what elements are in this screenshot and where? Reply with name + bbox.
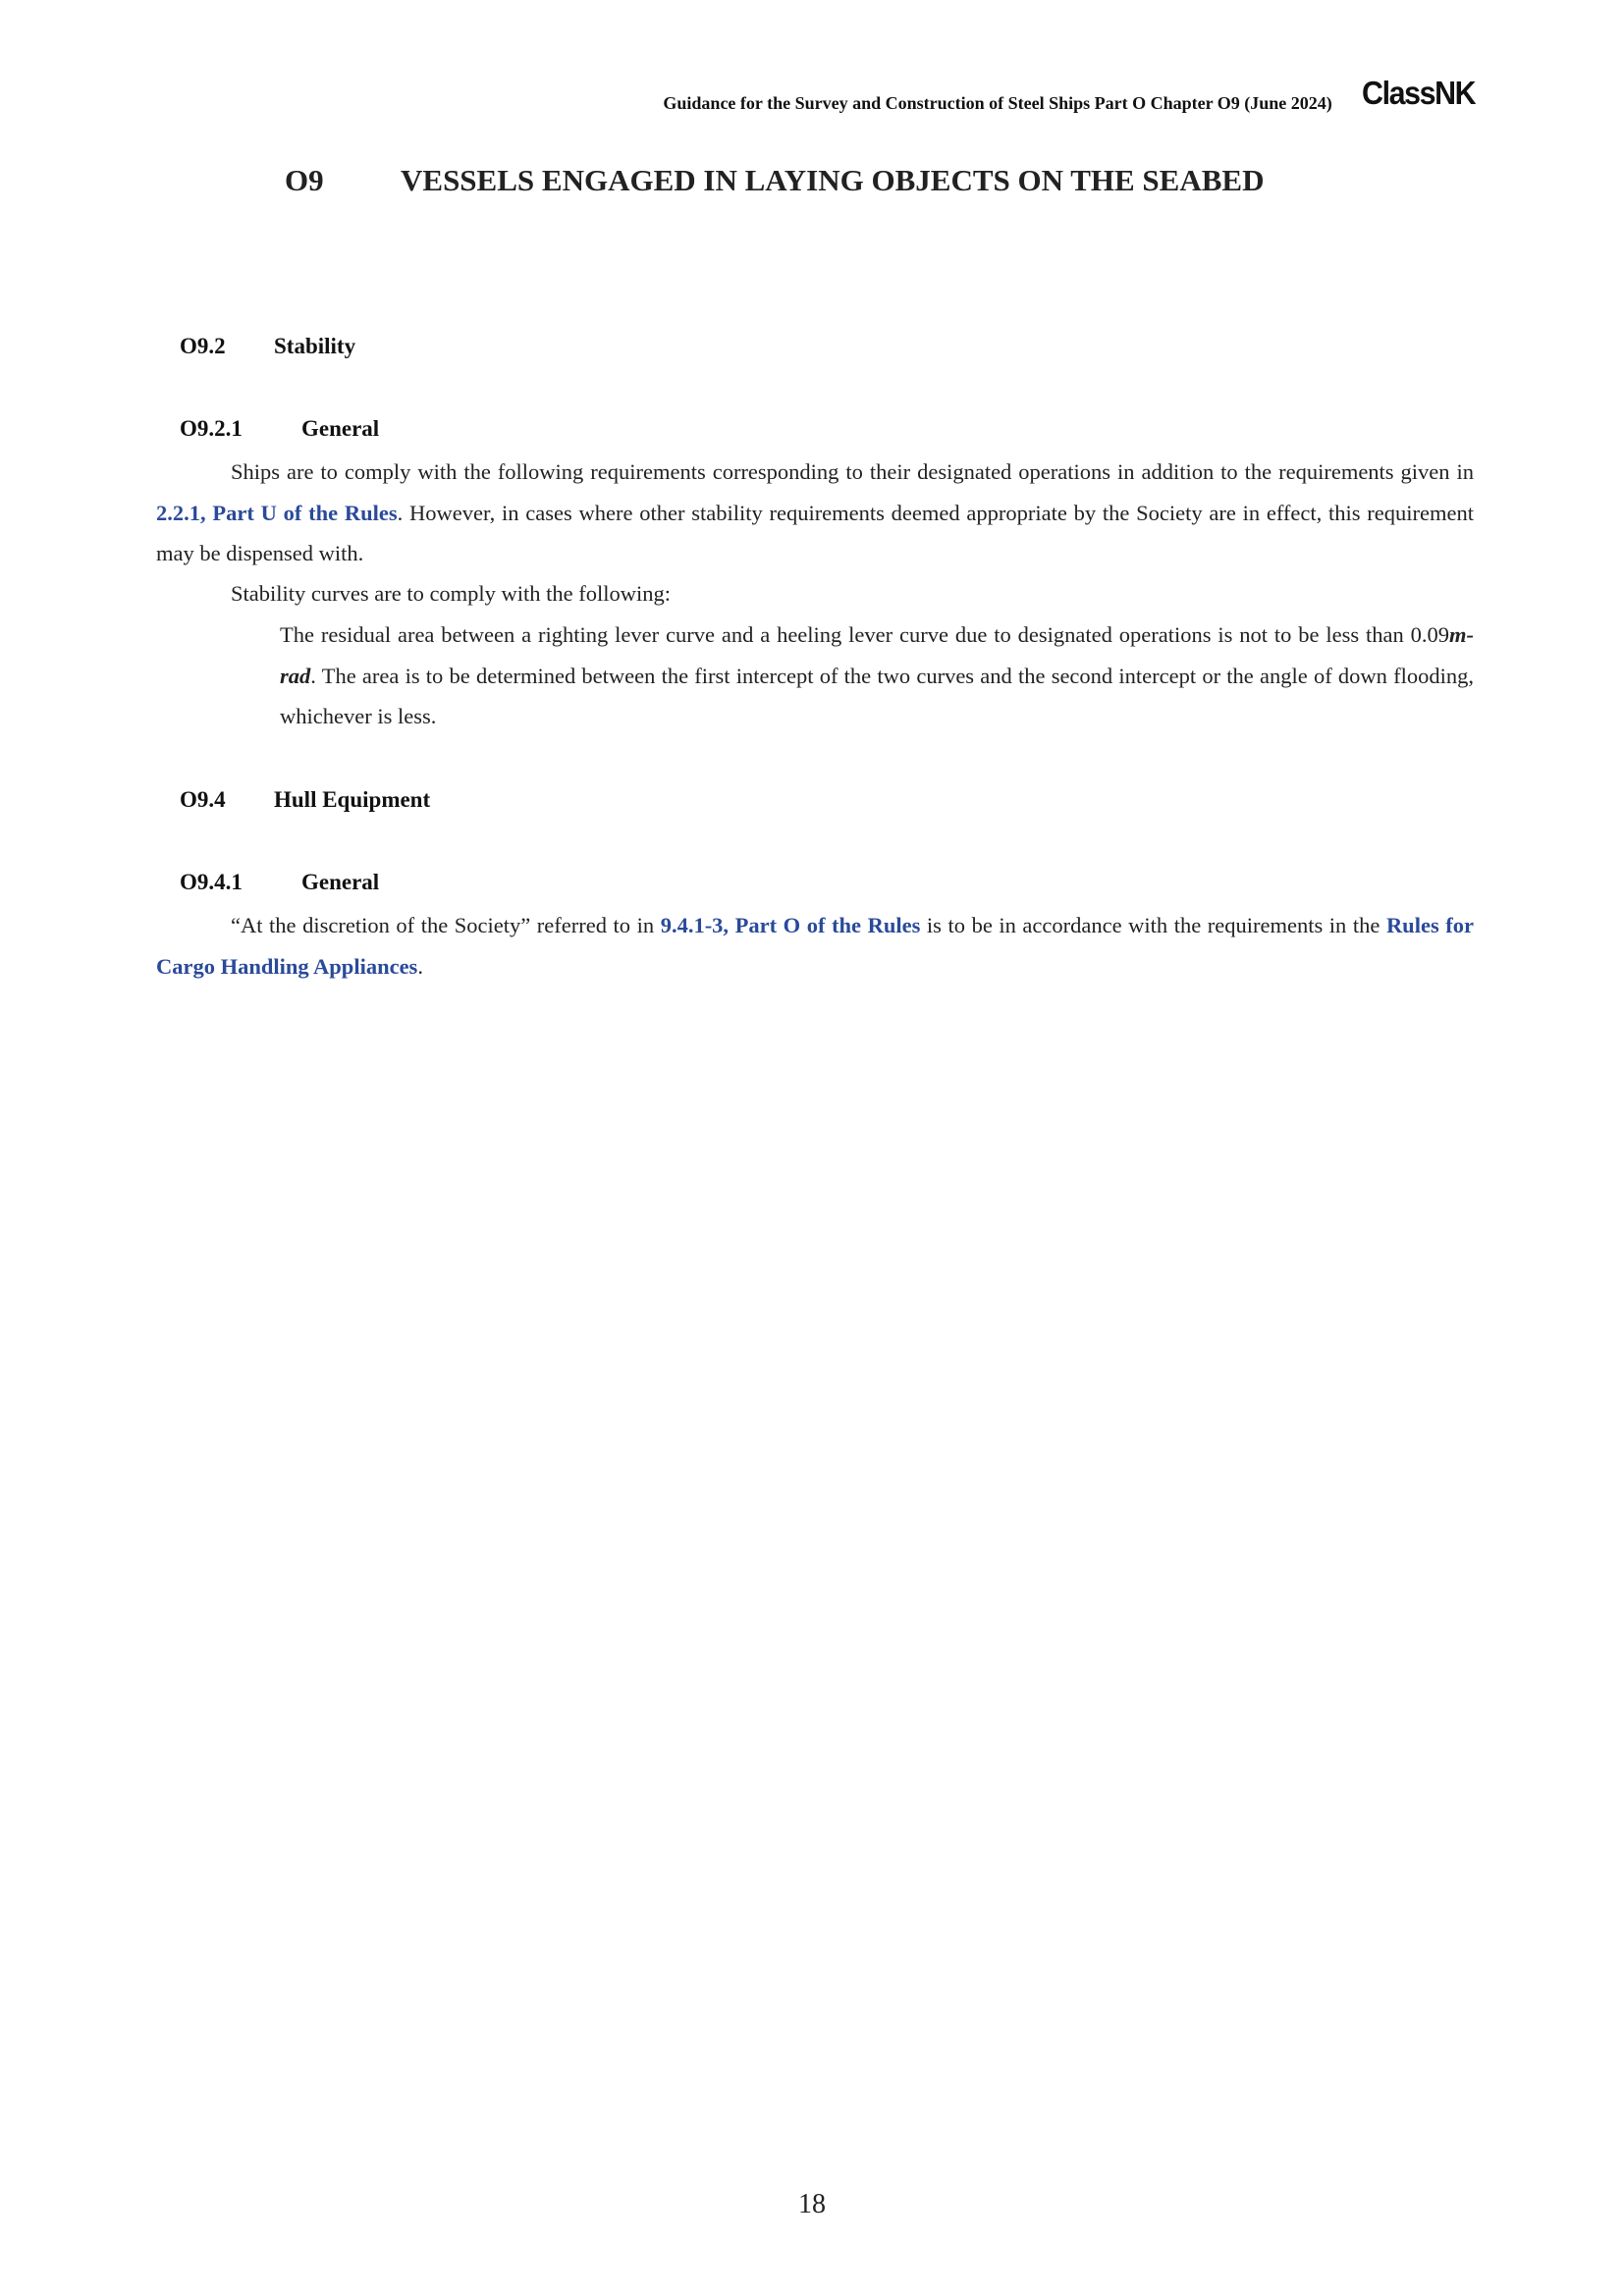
section-heading-o9-4-1 xyxy=(180,870,379,895)
section-title: Stability xyxy=(274,334,356,358)
paragraph-text: . The area is to be determined between the first intercept of the two curves and the second intercept or the angle of down flooding, whichever is less. xyxy=(280,663,1474,728)
running-title: Guidance for the Survey and Construction of Steel Ships Part O Chapter O9 (June 2024) xyxy=(663,92,1332,113)
section-heading-o9-2 xyxy=(180,334,355,359)
section-heading-o9-2-1 xyxy=(180,416,379,442)
paragraph-text: Ships are to comply with the following requirements corresponding to their designated operations in addition to the requirements given in xyxy=(231,459,1474,484)
paragraph-text: Stability curves are to comply with the following: xyxy=(231,581,672,606)
page-number: 18 xyxy=(798,2189,826,2219)
rule-link[interactable]: 2.2.1, Part U of the Rules xyxy=(156,500,398,525)
section-number: O9.2 xyxy=(180,334,226,358)
paragraph-text: “At the discretion of the Society” referred to in xyxy=(231,913,661,937)
section-number: O9.4 xyxy=(180,787,226,812)
paragraph-text: The residual area between a righting lever curve and a heeling lever curve due to designated operations is not to be less than 0.09 xyxy=(280,622,1449,647)
chapter-title xyxy=(285,163,1264,198)
paragraph-text: . However, in cases where other stability requirements deemed appropriate by the Society are in effect, this requirement may be dispensed with. xyxy=(156,500,1474,565)
paragraph-stability-curves xyxy=(231,573,1474,614)
paragraph-text: is to be in accordance with the requirements in the xyxy=(920,913,1386,937)
rule-link[interactable]: 9.4.1-3, Part O of the Rules xyxy=(660,913,921,937)
rule-link[interactable]: Rules for Cargo Handling Appliances xyxy=(156,913,1474,979)
section-title: General xyxy=(301,870,380,894)
section-title: General xyxy=(301,416,380,441)
section-title: Hull Equipment xyxy=(274,787,431,812)
section-heading-o9-4 xyxy=(180,787,430,813)
unit-text: m-rad xyxy=(280,622,1474,688)
section-number: O9.4.1 xyxy=(180,870,243,894)
chapter-number: O9 xyxy=(285,163,324,197)
page-header xyxy=(663,75,1475,112)
paragraph-text: . xyxy=(417,953,423,979)
classnk-logo: ClassNK xyxy=(1361,75,1475,111)
paragraph-residual-area xyxy=(280,614,1474,737)
chapter-title-text: VESSELS ENGAGED IN LAYING OBJECTS ON THE SEABED xyxy=(401,163,1265,197)
section-number: O9.2.1 xyxy=(180,416,243,441)
paragraph-hull-equipment-general xyxy=(156,905,1474,987)
paragraph-stability-general xyxy=(156,452,1474,574)
